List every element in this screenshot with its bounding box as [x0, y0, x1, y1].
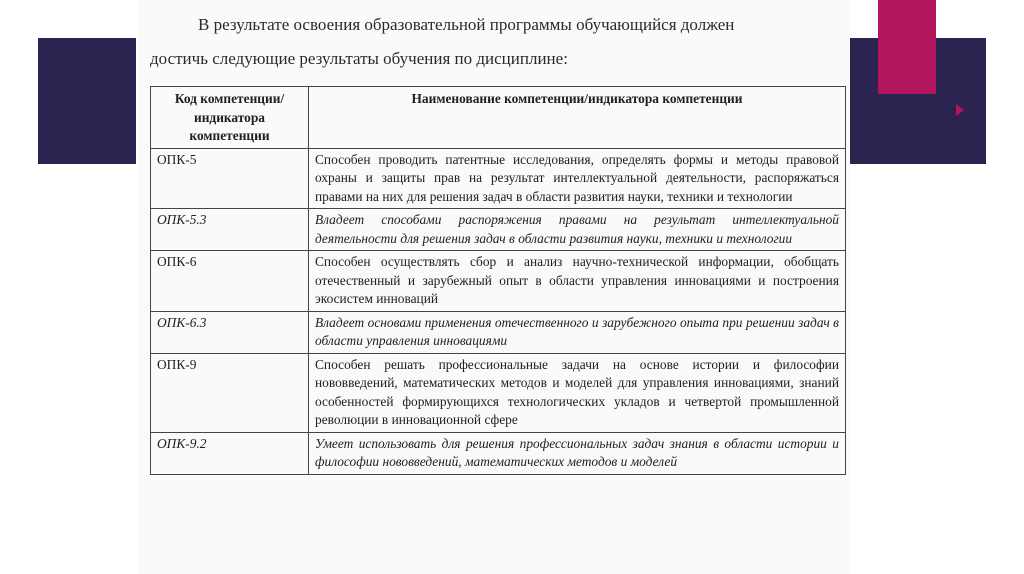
row-code: ОПК-6: [151, 251, 309, 312]
table-row: [151, 353, 846, 432]
table-row: [151, 209, 846, 251]
intro-line-2: достичь следующие результаты обучения по дисциплине:: [150, 49, 568, 68]
competence-table: [150, 86, 846, 475]
table-row: [151, 148, 846, 209]
table-header-row: [151, 87, 846, 149]
row-text: Способен осуществлять сбор и анализ научно-технической информации, обобщать отечественный и зарубежный опыт в области управления инновациями и построения экосистем инноваций: [309, 251, 846, 312]
table-row: [151, 251, 846, 312]
row-text: Умеет использовать для решения профессиональных задач знания в области истории и философии нововведений, математических методов и моделей: [309, 432, 846, 474]
row-code: ОПК-9.2: [151, 432, 309, 474]
header-name: Наименование компетенции/индикатора компетенции: [309, 87, 846, 149]
row-code: ОПК-5.3: [151, 209, 309, 251]
row-text: Способен проводить патентные исследования, определять формы и методы правовой охраны и защиты прав на результат интеллектуальной деятельности, распоряжаться правами на них для решения задач в области развития науки, техники и технологии: [309, 148, 846, 209]
decor-accent-block: [878, 0, 936, 94]
arrow-icon: [956, 104, 964, 116]
row-text: Владеет способами распоряжения правами на результат интеллектуальной деятельности для решения задач в области развития науки, техники и технологии: [309, 209, 846, 251]
row-code: ОПК-6.3: [151, 311, 309, 353]
table-row: [151, 432, 846, 474]
row-text: Владеет основами применения отечественного и зарубежного опыта при решении задач в области управления инновациями: [309, 311, 846, 353]
row-code: ОПК-5: [151, 148, 309, 209]
table-row: [151, 311, 846, 353]
row-text: Способен решать профессиональные задачи на основе истории и философии нововведений, математических методов и моделей для управления инновациями, знаний особенностей формирующихся технологических укладов и четвертой промышленной революции в инновационной сфере: [309, 353, 846, 432]
header-code: Код компетенции/ индикатора компетенции: [151, 87, 309, 149]
intro-paragraph: [150, 8, 846, 76]
decor-band-left: [38, 38, 136, 164]
intro-line-1: В результате освоения образовательной программы обучающийся должен: [198, 15, 735, 34]
row-code: ОПК-9: [151, 353, 309, 432]
